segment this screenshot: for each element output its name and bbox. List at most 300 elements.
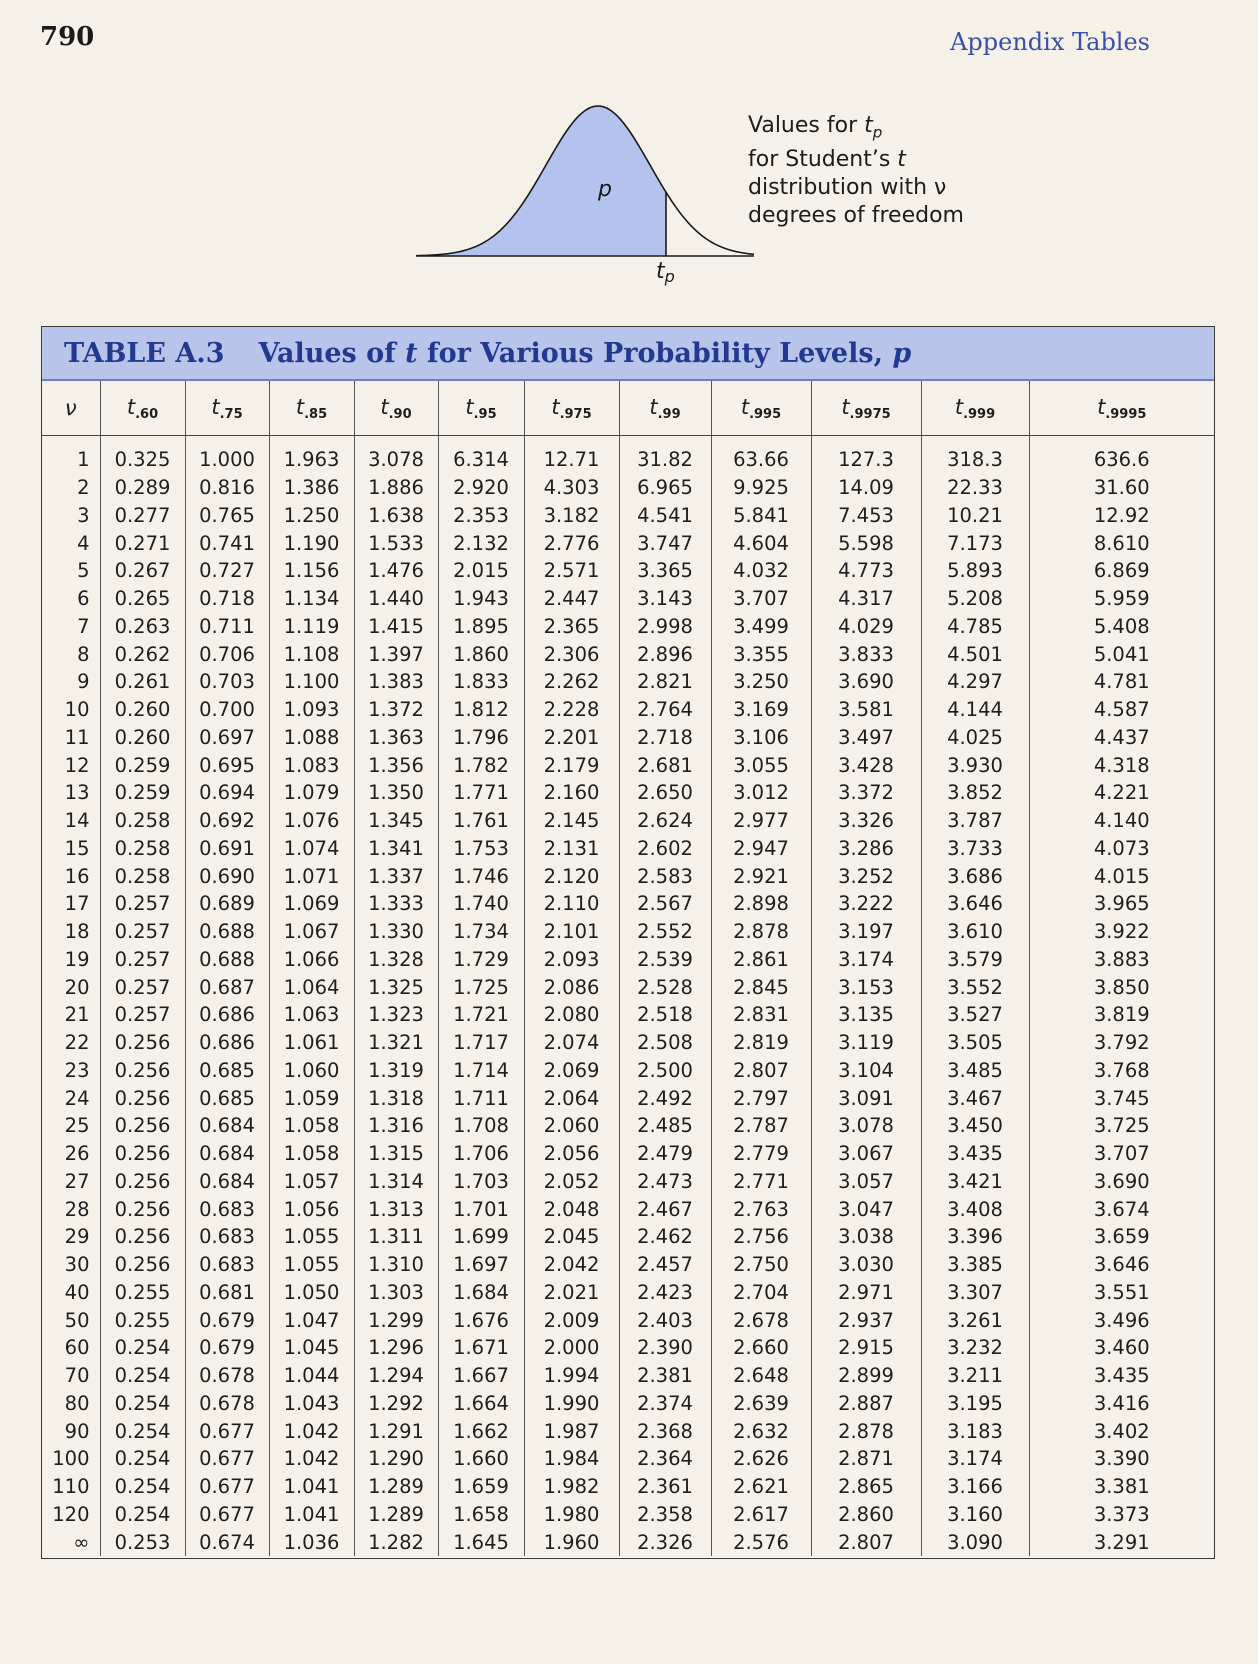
- table-row: [42, 1057, 1214, 1085]
- t-value-cell: 4.781: [1029, 668, 1214, 696]
- df-cell: 90: [64, 1419, 90, 1443]
- table-row: [42, 1029, 1214, 1057]
- t-value-cell: 3.581: [811, 696, 921, 724]
- t-value-cell: 3.211: [921, 1362, 1029, 1390]
- t-value-cell: 0.271: [100, 529, 185, 557]
- t-value-cell: 1.895: [438, 613, 524, 641]
- t-value-cell: 0.277: [100, 502, 185, 530]
- t-value-cell: 1.074: [269, 835, 354, 863]
- t-value-cell: 4.221: [1029, 779, 1214, 807]
- t-value-cell: 2.508: [619, 1029, 711, 1057]
- t-value-cell: 0.816: [185, 474, 269, 502]
- caption-line: degrees of freedom: [748, 203, 964, 229]
- table-row: [42, 640, 1214, 668]
- t-value-cell: 1.314: [354, 1168, 438, 1196]
- t-value-cell: 1.659: [438, 1473, 524, 1501]
- t-value-cell: 3.922: [1029, 918, 1214, 946]
- df-cell: 17: [64, 892, 90, 916]
- t-value-cell: 2.042: [524, 1251, 619, 1279]
- t-value-cell: 2.228: [524, 696, 619, 724]
- t-value-cell: 3.428: [811, 751, 921, 779]
- t-value-cell: 1.047: [269, 1306, 354, 1334]
- table-row: [42, 1001, 1214, 1029]
- table-row: [42, 1390, 1214, 1418]
- df-cell: 21: [64, 1003, 90, 1027]
- figure-caption: [748, 112, 1008, 230]
- t-value-cell: 5.893: [921, 557, 1029, 585]
- t-value-cell: 2.624: [619, 807, 711, 835]
- page-number: 790: [40, 22, 95, 52]
- t-value-cell: 2.447: [524, 585, 619, 613]
- t-value-cell: 4.144: [921, 696, 1029, 724]
- t-value-cell: 1.067: [269, 918, 354, 946]
- t-value-cell: 1.042: [269, 1445, 354, 1473]
- t-value-cell: 0.686: [185, 1029, 269, 1057]
- t-value-cell: 0.256: [100, 1140, 185, 1168]
- t-value-cell: 2.365: [524, 613, 619, 641]
- t-value-cell: 2.921: [711, 862, 811, 890]
- t-value-cell: 3.197: [811, 918, 921, 946]
- t-value-cell: 1.476: [354, 557, 438, 585]
- t-value-cell: 1.315: [354, 1140, 438, 1168]
- t-value-cell: 3.747: [619, 529, 711, 557]
- t-value-cell: 0.260: [100, 724, 185, 752]
- t-value-cell: 10.21: [921, 502, 1029, 530]
- t-value-cell: 636.6: [1029, 436, 1214, 474]
- t-value-cell: 1.960: [524, 1528, 619, 1556]
- t-value-cell: 0.741: [185, 529, 269, 557]
- df-cell: 3: [77, 503, 90, 527]
- t-value-cell: 3.850: [1029, 973, 1214, 1001]
- t-value-cell: 3.496: [1029, 1306, 1214, 1334]
- t-value-cell: 127.3: [811, 436, 921, 474]
- t-value-cell: 1.036: [269, 1528, 354, 1556]
- df-cell: 14: [64, 809, 90, 833]
- t-value-cell: 1.321: [354, 1029, 438, 1057]
- t-value-cell: 3.143: [619, 585, 711, 613]
- t-value-cell: 2.201: [524, 724, 619, 752]
- df-cell: 60: [64, 1336, 90, 1360]
- t-value-cell: 1.645: [438, 1528, 524, 1556]
- t-value-cell: 0.677: [185, 1501, 269, 1529]
- t-value-cell: 6.965: [619, 474, 711, 502]
- column-header: $t_{.95}$: [438, 381, 524, 436]
- table-row: [42, 751, 1214, 779]
- t-value-cell: 2.621: [711, 1473, 811, 1501]
- table-row: [42, 1501, 1214, 1529]
- df-cell: 6: [77, 587, 90, 611]
- t-value-cell: 3.195: [921, 1390, 1029, 1418]
- table-row: [42, 890, 1214, 918]
- t-value-cell: 2.093: [524, 946, 619, 974]
- table-row: [42, 585, 1214, 613]
- table-a3: [41, 326, 1215, 1559]
- df-cell: 15: [64, 836, 90, 860]
- t-value-cell: 3.787: [921, 807, 1029, 835]
- t-value-cell: 0.254: [100, 1334, 185, 1362]
- t-value-cell: 2.779: [711, 1140, 811, 1168]
- t-value-cell: 3.390: [1029, 1445, 1214, 1473]
- t-value-cell: 1.383: [354, 668, 438, 696]
- t-value-cell: 1.316: [354, 1112, 438, 1140]
- t-value-cell: 1.325: [354, 973, 438, 1001]
- table-row: [42, 1195, 1214, 1223]
- t-value-cell: 4.604: [711, 529, 811, 557]
- t-value-cell: 1.708: [438, 1112, 524, 1140]
- t-value-cell: 5.208: [921, 585, 1029, 613]
- t-value-cell: 1.071: [269, 862, 354, 890]
- t-value-cell: 3.408: [921, 1195, 1029, 1223]
- t-value-cell: 3.373: [1029, 1501, 1214, 1529]
- t-value-cell: 3.552: [921, 973, 1029, 1001]
- t-value-cell: 3.104: [811, 1057, 921, 1085]
- t-value-cell: 0.683: [185, 1223, 269, 1251]
- t-value-cell: 3.485: [921, 1057, 1029, 1085]
- df-cell: 25: [64, 1114, 90, 1138]
- t-value-cell: 2.821: [619, 668, 711, 696]
- t-value-cell: 0.683: [185, 1195, 269, 1223]
- t-value-cell: 1.711: [438, 1084, 524, 1112]
- df-cell: 13: [64, 781, 90, 805]
- t-value-cell: 1.083: [269, 751, 354, 779]
- t-value-cell: 6.869: [1029, 557, 1214, 585]
- column-header: $t_{.9995}$: [1029, 381, 1214, 436]
- t-value-cell: 3.057: [811, 1168, 921, 1196]
- t-value-cell: 0.679: [185, 1334, 269, 1362]
- t-value-cell: 2.101: [524, 918, 619, 946]
- t-value-cell: 0.694: [185, 779, 269, 807]
- t-value-cell: 1.415: [354, 613, 438, 641]
- t-value-cell: 2.898: [711, 890, 811, 918]
- t-value-cell: 0.254: [100, 1473, 185, 1501]
- t-value-cell: 0.695: [185, 751, 269, 779]
- t-value-cell: 3.174: [811, 946, 921, 974]
- df-cell: 10: [64, 698, 90, 722]
- t-value-cell: 1.057: [269, 1168, 354, 1196]
- t-value-cell: 0.687: [185, 973, 269, 1001]
- t-value-cell: 2.056: [524, 1140, 619, 1168]
- t-value-cell: 1.717: [438, 1029, 524, 1057]
- t-value-cell: 1.093: [269, 696, 354, 724]
- table-row: [42, 557, 1214, 585]
- t-value-cell: 3.707: [711, 585, 811, 613]
- t-value-cell: 2.571: [524, 557, 619, 585]
- t-value-cell: 0.688: [185, 918, 269, 946]
- t-value-cell: 0.677: [185, 1445, 269, 1473]
- t-value-cell: 3.435: [1029, 1362, 1214, 1390]
- t-value-cell: 2.060: [524, 1112, 619, 1140]
- t-value-cell: 1.397: [354, 640, 438, 668]
- t-value-cell: 1.060: [269, 1057, 354, 1085]
- t-value-cell: 12.71: [524, 436, 619, 474]
- t-value-cell: 0.261: [100, 668, 185, 696]
- t-value-cell: 0.688: [185, 946, 269, 974]
- t-value-cell: 3.365: [619, 557, 711, 585]
- t-value-cell: 1.714: [438, 1057, 524, 1085]
- t-value-cell: 1.058: [269, 1140, 354, 1168]
- df-cell: 11: [64, 725, 90, 749]
- t-value-cell: 0.258: [100, 835, 185, 863]
- t-value-cell: 3.883: [1029, 946, 1214, 974]
- table-row: [42, 779, 1214, 807]
- t-value-cell: 1.330: [354, 918, 438, 946]
- t-value-cell: 2.074: [524, 1029, 619, 1057]
- t-value-cell: 4.015: [1029, 862, 1214, 890]
- df-cell: 22: [64, 1031, 90, 1055]
- t-value-cell: 0.258: [100, 807, 185, 835]
- t-value-cell: 2.797: [711, 1084, 811, 1112]
- t-value-cell: 22.33: [921, 474, 1029, 502]
- t-value-cell: 3.119: [811, 1029, 921, 1057]
- t-value-cell: 1.980: [524, 1501, 619, 1529]
- t-value-cell: 2.552: [619, 918, 711, 946]
- t-value-cell: 0.253: [100, 1528, 185, 1556]
- t-value-cell: 1.289: [354, 1473, 438, 1501]
- t-value-cell: 1.990: [524, 1390, 619, 1418]
- t-value-cell: 3.078: [354, 436, 438, 474]
- t-value-cell: 1.734: [438, 918, 524, 946]
- t-value-cell: 1.294: [354, 1362, 438, 1390]
- t-value-cell: 0.681: [185, 1279, 269, 1307]
- t-value-cell: 1.313: [354, 1195, 438, 1223]
- t-value-cell: 2.262: [524, 668, 619, 696]
- t-value-cell: 0.677: [185, 1473, 269, 1501]
- t-value-cell: 7.173: [921, 529, 1029, 557]
- t-value-cell: 0.254: [100, 1390, 185, 1418]
- t-value-cell: 7.453: [811, 502, 921, 530]
- column-header: $t_{.975}$: [524, 381, 619, 436]
- t-value-cell: 3.527: [921, 1001, 1029, 1029]
- df-cell: 26: [64, 1142, 90, 1166]
- t-value-cell: 4.501: [921, 640, 1029, 668]
- t-value-cell: 2.807: [711, 1057, 811, 1085]
- t-value-cell: 0.267: [100, 557, 185, 585]
- t-value-cell: 3.396: [921, 1223, 1029, 1251]
- t-value-cell: 1.676: [438, 1306, 524, 1334]
- t-value-cell: 1.250: [269, 502, 354, 530]
- t-value-cell: 1.533: [354, 529, 438, 557]
- t-value-cell: 3.012: [711, 779, 811, 807]
- t-value-cell: 3.222: [811, 890, 921, 918]
- t-value-cell: 4.297: [921, 668, 1029, 696]
- t-value-cell: 3.038: [811, 1223, 921, 1251]
- t-value-cell: 0.259: [100, 779, 185, 807]
- t-value-cell: 0.260: [100, 696, 185, 724]
- table-row: [42, 1084, 1214, 1112]
- area-label: p: [598, 177, 612, 202]
- t-value-cell: 0.697: [185, 724, 269, 752]
- t-value-cell: 0.685: [185, 1084, 269, 1112]
- t-value-cell: 2.423: [619, 1279, 711, 1307]
- t-value-cell: 2.390: [619, 1334, 711, 1362]
- t-value-cell: 3.674: [1029, 1195, 1214, 1223]
- t-value-cell: 2.361: [619, 1473, 711, 1501]
- t-value-cell: 1.050: [269, 1279, 354, 1307]
- t-value-cell: 3.174: [921, 1445, 1029, 1473]
- t-value-cell: 2.831: [711, 1001, 811, 1029]
- t-value-cell: 2.771: [711, 1168, 811, 1196]
- t-value-cell: 0.684: [185, 1112, 269, 1140]
- t-value-cell: 1.058: [269, 1112, 354, 1140]
- t-value-cell: 3.030: [811, 1251, 921, 1279]
- t-value-cell: 1.697: [438, 1251, 524, 1279]
- t-value-cell: 9.925: [711, 474, 811, 502]
- t-value-cell: 1.658: [438, 1501, 524, 1529]
- t-value-cell: 2.528: [619, 973, 711, 1001]
- t-value-cell: 2.617: [711, 1501, 811, 1529]
- t-value-cell: 3.930: [921, 751, 1029, 779]
- t-value-cell: 3.250: [711, 668, 811, 696]
- table-row: [42, 1306, 1214, 1334]
- t-value-cell: 1.290: [354, 1445, 438, 1473]
- t-value-cell: 0.254: [100, 1362, 185, 1390]
- t-value-cell: 3.852: [921, 779, 1029, 807]
- t-value-cell: 2.000: [524, 1334, 619, 1362]
- t-value-cell: 1.638: [354, 502, 438, 530]
- t-value-cell: 1.119: [269, 613, 354, 641]
- t-value-cell: 5.598: [811, 529, 921, 557]
- t-value-cell: 0.254: [100, 1501, 185, 1529]
- df-cell: 120: [52, 1502, 90, 1526]
- t-value-cell: 3.090: [921, 1528, 1029, 1556]
- t-value-cell: 1.045: [269, 1334, 354, 1362]
- t-value-cell: 0.256: [100, 1112, 185, 1140]
- t-value-cell: 2.021: [524, 1279, 619, 1307]
- t-value-cell: 1.796: [438, 724, 524, 752]
- t-value-cell: 4.318: [1029, 751, 1214, 779]
- t-value-cell: 2.131: [524, 835, 619, 863]
- t-value-cell: 3.610: [921, 918, 1029, 946]
- t-value-cell: 3.232: [921, 1334, 1029, 1362]
- t-value-cell: 1.664: [438, 1390, 524, 1418]
- t-value-cell: 1.761: [438, 807, 524, 835]
- t-value-cell: 1.341: [354, 835, 438, 863]
- t-value-cell: 2.048: [524, 1195, 619, 1223]
- table-row: [42, 1112, 1214, 1140]
- column-header: $t_{.999}$: [921, 381, 1029, 436]
- df-cell: 40: [64, 1280, 90, 1304]
- table-row: [42, 1168, 1214, 1196]
- t-value-cell: 0.256: [100, 1029, 185, 1057]
- t-value-cell: 2.807: [811, 1528, 921, 1556]
- t-value-cell: 3.690: [811, 668, 921, 696]
- t-value-cell: 3.160: [921, 1501, 1029, 1529]
- t-value-cell: 3.833: [811, 640, 921, 668]
- t-value-cell: 1.066: [269, 946, 354, 974]
- t-value-cell: 1.660: [438, 1445, 524, 1473]
- t-value-cell: 0.255: [100, 1279, 185, 1307]
- t-value-cell: 3.135: [811, 1001, 921, 1029]
- table-row: [42, 973, 1214, 1001]
- t-value-cell: 1.350: [354, 779, 438, 807]
- t-value-cell: 1.984: [524, 1445, 619, 1473]
- t-value-cell: 1.311: [354, 1223, 438, 1251]
- t-value-cell: 1.860: [438, 640, 524, 668]
- t-value-cell: 2.462: [619, 1223, 711, 1251]
- t-value-cell: 3.055: [711, 751, 811, 779]
- t-value-cell: 1.701: [438, 1195, 524, 1223]
- t-value-cell: 0.265: [100, 585, 185, 613]
- table-row: [42, 436, 1214, 474]
- t-value-cell: 0.257: [100, 918, 185, 946]
- t-value-cell: 3.183: [921, 1417, 1029, 1445]
- t-value-cell: 2.704: [711, 1279, 811, 1307]
- t-value-cell: 1.667: [438, 1362, 524, 1390]
- t-value-cell: 0.683: [185, 1251, 269, 1279]
- t-value-cell: 1.440: [354, 585, 438, 613]
- table-body: [42, 436, 1214, 1557]
- t-value-cell: 1.363: [354, 724, 438, 752]
- t-value-cell: 0.258: [100, 862, 185, 890]
- t-value-cell: 2.306: [524, 640, 619, 668]
- table-row: [42, 1223, 1214, 1251]
- t-value-cell: 1.987: [524, 1417, 619, 1445]
- t-value-cell: 1.069: [269, 890, 354, 918]
- t-value-cell: 2.015: [438, 557, 524, 585]
- t-value-cell: 0.257: [100, 946, 185, 974]
- t-value-cell: 2.064: [524, 1084, 619, 1112]
- t-value-cell: 3.690: [1029, 1168, 1214, 1196]
- t-value-cell: 4.773: [811, 557, 921, 585]
- t-value-cell: 2.756: [711, 1223, 811, 1251]
- column-header: $t_{.75}$: [185, 381, 269, 436]
- t-value-cell: 1.725: [438, 973, 524, 1001]
- t-value-cell: 2.576: [711, 1528, 811, 1556]
- t-value-cell: 3.450: [921, 1112, 1029, 1140]
- t-value-cell: 3.067: [811, 1140, 921, 1168]
- t-value-cell: 2.819: [711, 1029, 811, 1057]
- t-value-cell: 3.372: [811, 779, 921, 807]
- df-cell: 18: [64, 920, 90, 944]
- t-value-cell: 0.686: [185, 1001, 269, 1029]
- t-value-cell: 1.753: [438, 835, 524, 863]
- table-label: TABLE A.3: [64, 337, 225, 369]
- t-value-cell: 0.259: [100, 751, 185, 779]
- df-cell: 110: [52, 1475, 90, 1499]
- t-value-cell: 1.662: [438, 1417, 524, 1445]
- t-value-cell: 1.706: [438, 1140, 524, 1168]
- t-value-cell: 0.289: [100, 474, 185, 502]
- t-value-cell: 1.771: [438, 779, 524, 807]
- t-value-cell: 1.063: [269, 1001, 354, 1029]
- column-header-nu: ν: [42, 381, 100, 436]
- t-value-cell: 1.671: [438, 1334, 524, 1362]
- table-row: [42, 1334, 1214, 1362]
- t-value-cell: 0.727: [185, 557, 269, 585]
- t-value-cell: 2.069: [524, 1057, 619, 1085]
- df-cell: 24: [64, 1086, 90, 1110]
- t-value-cell: 3.153: [811, 973, 921, 1001]
- t-value-cell: 2.718: [619, 724, 711, 752]
- t-value-cell: 4.032: [711, 557, 811, 585]
- t-value-cell: 0.257: [100, 1001, 185, 1029]
- table-title: Values of t for Various Probability Levels, p: [258, 337, 912, 369]
- t-value-cell: 0.674: [185, 1528, 269, 1556]
- t-value-cell: 1.684: [438, 1279, 524, 1307]
- column-header: $t_{.90}$: [354, 381, 438, 436]
- column-header: $t_{.9975}$: [811, 381, 921, 436]
- t-value-cell: 1.386: [269, 474, 354, 502]
- t-value-cell: 3.460: [1029, 1334, 1214, 1362]
- t-value-cell: 0.256: [100, 1084, 185, 1112]
- t-value-cell: 3.659: [1029, 1223, 1214, 1251]
- df-cell: 50: [64, 1308, 90, 1332]
- t-value-cell: 2.681: [619, 751, 711, 779]
- table-row: [42, 1445, 1214, 1473]
- table-row: [42, 613, 1214, 641]
- t-value-cell: 3.169: [711, 696, 811, 724]
- t-value-cell: 2.080: [524, 1001, 619, 1029]
